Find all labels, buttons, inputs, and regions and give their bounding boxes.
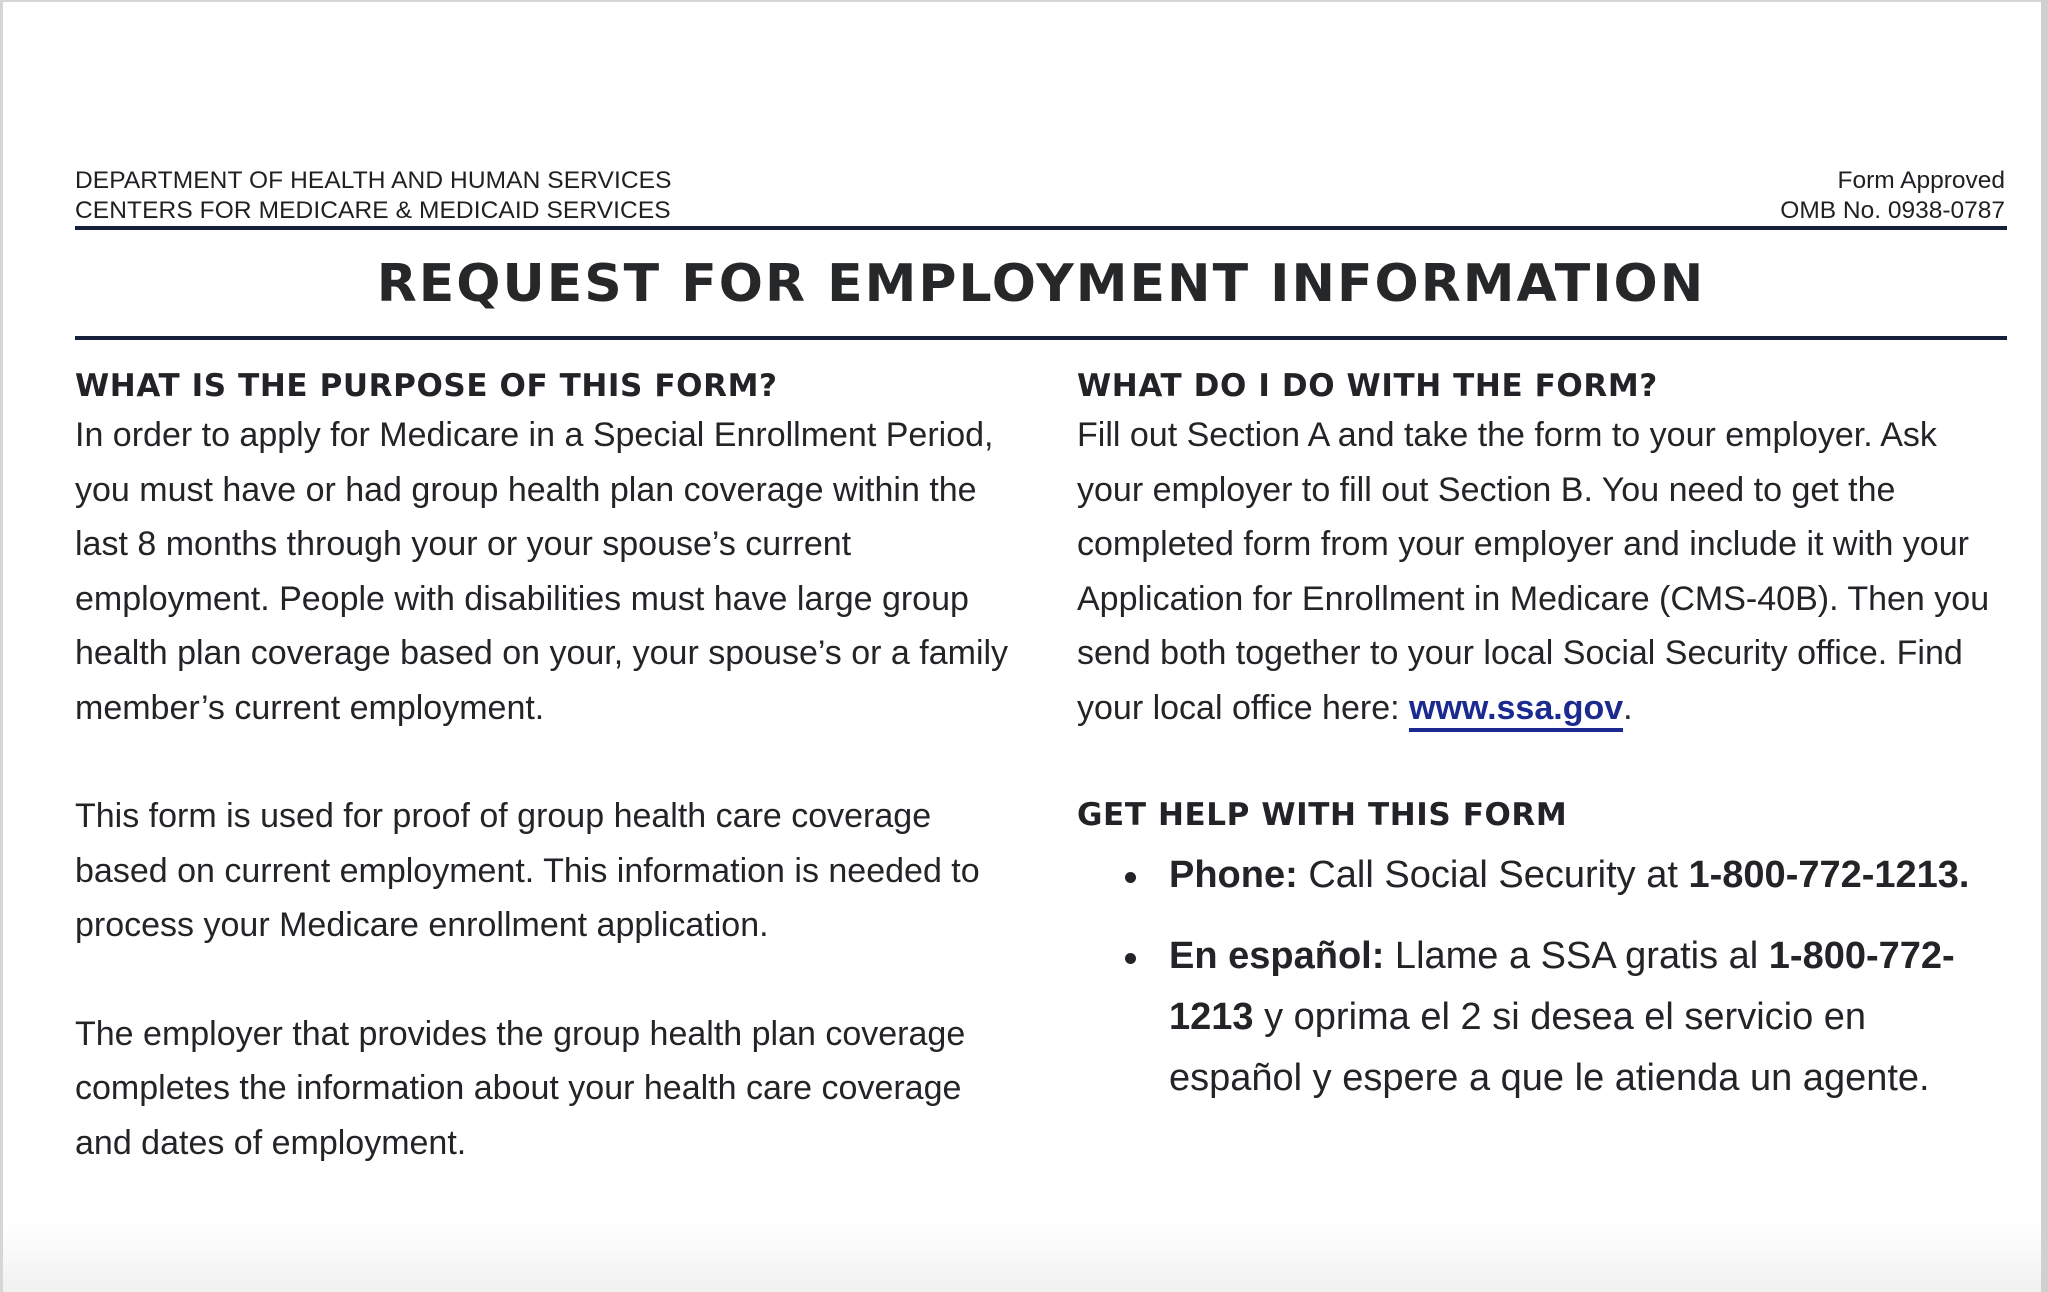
header-rule-bottom xyxy=(75,336,2007,340)
omb-number: OMB No. 0938-0787 xyxy=(1780,197,2005,224)
purpose-heading: WHAT IS THE PURPOSE OF THIS FORM? xyxy=(75,368,778,404)
header-rule-top xyxy=(75,226,2007,230)
help-phone-number: 1-800-772-1213 xyxy=(1169,935,1955,1038)
ssa-website-link[interactable]: www.ssa.gov xyxy=(1409,689,1623,732)
purpose-paragraph-3: The employer that provides the group health plan coverage completes the information about your health care coverage and dates of employment. xyxy=(75,1014,966,1162)
help-item-label: En español: xyxy=(1169,935,1385,977)
pdf-page xyxy=(3,2,2041,1292)
help-heading: GET HELP WITH THIS FORM xyxy=(1077,797,1568,833)
instructions-text: Fill out Section A and take the form to your employer. Ask your employer to fill out Section B. You need to get the completed form from your employer and include it with your Application for Enrollment in Medicare (CMS-40B). Then you send both together to your local Social Security office. Find your local office here: xyxy=(1077,416,1990,727)
help-list xyxy=(1077,845,2007,1109)
help-item-spanish xyxy=(1077,926,2007,1109)
form-approved-label: Form Approved xyxy=(1837,167,2005,194)
purpose-paragraph-1: In order to apply for Medicare in a Special Enrollment Period, you must have or had group health plan coverage within the last 8 months through your or your spouse’s current employment. People with disabilities must have large group health plan coverage based on your, your spouse’s or a family member’s current employment. xyxy=(75,416,1009,727)
instructions-heading: WHAT DO I DO WITH THE FORM? xyxy=(1077,368,1658,404)
bullet-icon xyxy=(1125,872,1136,883)
vertical-scrollbar[interactable] xyxy=(2041,0,2048,1292)
purpose-paragraph-2: This form is used for proof of group health care coverage based on current employment. This information is needed to process your Medicare enrollment application. xyxy=(75,797,980,944)
help-item-text: Call Social Security at xyxy=(1297,854,1689,896)
help-item-label: Phone: xyxy=(1169,854,1298,896)
agency-header xyxy=(75,166,672,226)
help-phone-number: 1-800-772-1213. xyxy=(1688,854,1970,896)
page-bottom-fade xyxy=(3,1222,2041,1292)
agency-line-cms: CENTERS FOR MEDICARE & MEDICAID SERVICES xyxy=(75,197,671,224)
instructions-paragraph xyxy=(1077,408,2007,735)
help-item-after: y oprima el 2 si desea el servicio en español y espere a que le atienda un agente. xyxy=(1169,996,1930,1099)
help-item-text: Llame a SSA gratis al xyxy=(1384,935,1769,977)
purpose-column xyxy=(75,364,1015,1170)
bullet-icon xyxy=(1125,953,1136,964)
link-suffix: . xyxy=(1623,688,1633,727)
agency-line-department: DEPARTMENT OF HEALTH AND HUMAN SERVICES xyxy=(75,167,672,194)
form-title: REQUEST FOR EMPLOYMENT INFORMATION xyxy=(376,254,1706,314)
instructions-column xyxy=(1077,364,2007,1109)
omb-approval xyxy=(1780,166,2005,226)
help-item-phone xyxy=(1077,845,2007,906)
